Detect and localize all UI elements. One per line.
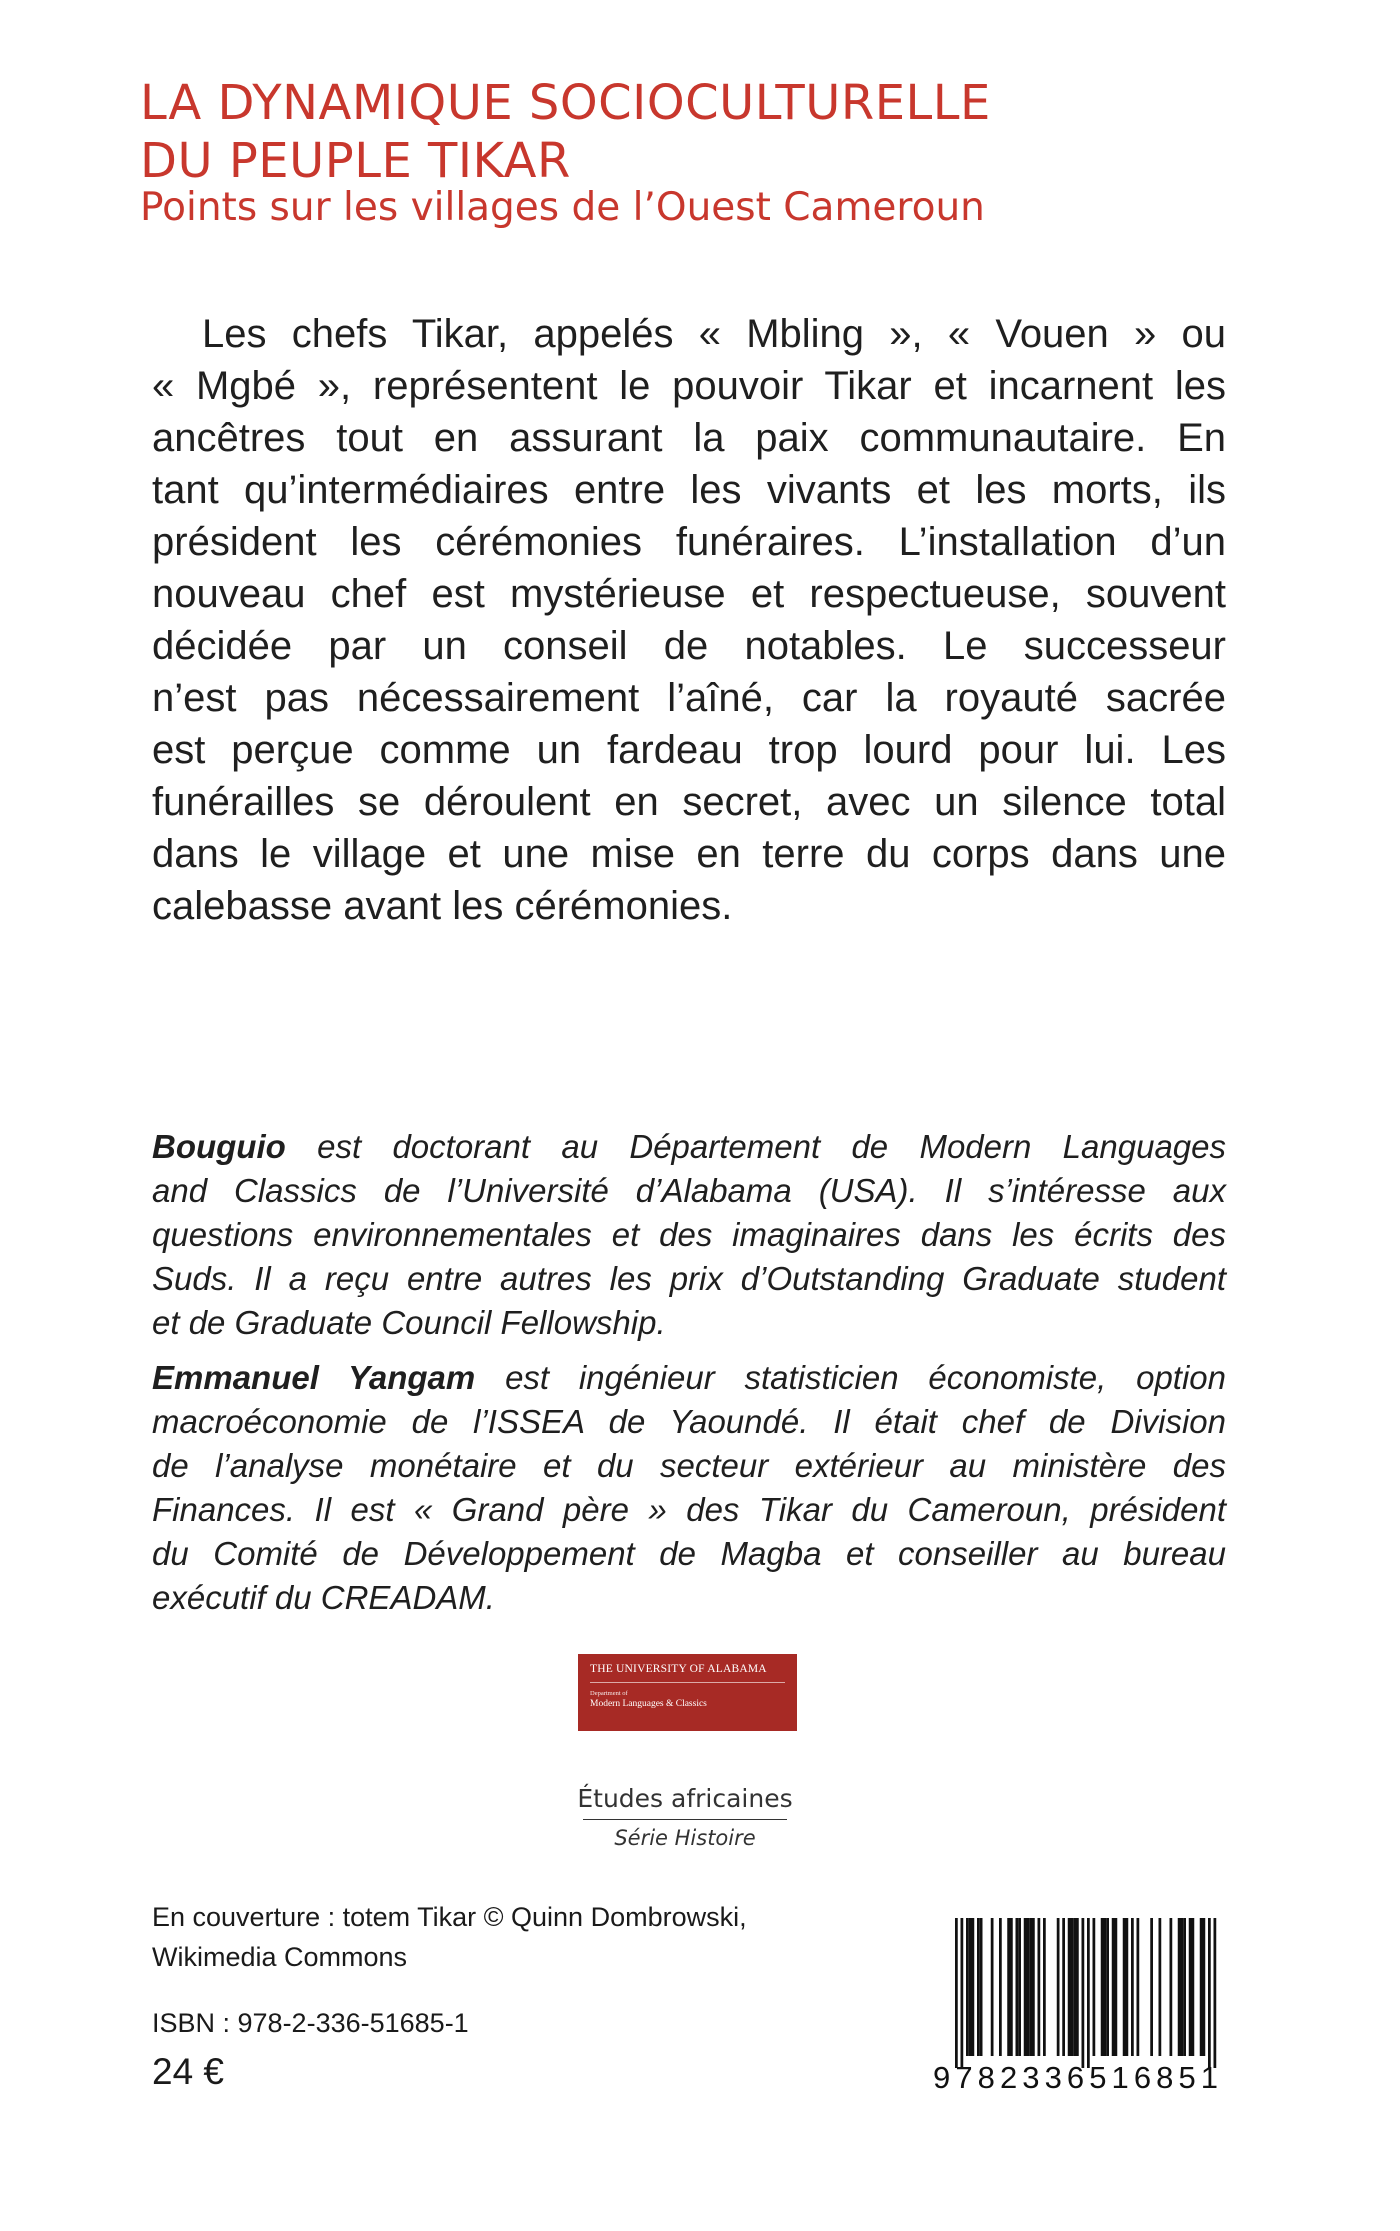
author-bio-yangam: [152, 1356, 1226, 1620]
barcode-bar: [1178, 1918, 1181, 2056]
bio-line: et de Graduate Council Fellowship.: [152, 1304, 666, 1341]
barcode-bar: [1068, 1918, 1071, 2056]
barcode-bar: [1087, 1918, 1090, 2068]
bio-text: est ingénieur statisticien économiste, option: [475, 1359, 1227, 1396]
bio-line: exécutif du CREADAM.: [152, 1579, 495, 1616]
barcode-bar: [1115, 1918, 1118, 2056]
cover-credit: [152, 1897, 747, 1977]
barcode-digit: 5: [1089, 2060, 1107, 2095]
logo-department-label: Department of: [590, 1690, 628, 1697]
barcode-bar: [972, 1918, 975, 2056]
book-title: [140, 74, 991, 190]
barcode-bar: [1038, 1918, 1041, 2056]
barcode-digits: [933, 2062, 1218, 2094]
bio-line: [152, 1125, 1226, 1169]
barcode-digit: 6: [1066, 2060, 1085, 2095]
summary-line: Les chefs Tikar, appelés « Mbling », « Vouen » ou: [202, 312, 1226, 356]
bio-line: questions environnementales et des imaginaires dans les écrits des: [152, 1216, 1226, 1253]
bio-line: Suds. Il a reçu entre autres les prix d’Outstanding Graduate student: [152, 1260, 1226, 1297]
bio-line: macroéconomie de l’ISSEA de Yaoundé. Il était chef de Division: [152, 1403, 1226, 1440]
barcode-digit: 5: [1178, 2060, 1196, 2095]
barcode-bar: [1189, 1918, 1192, 2056]
summary-line: ancêtres tout en assurant la paix communautaire. En: [152, 416, 1226, 460]
barcode-bar: [966, 1918, 969, 2056]
barcode-bar: [1181, 1918, 1184, 2056]
credit-line-1: En couverture : totem Tikar © Quinn Dombrowski,: [152, 1902, 747, 1932]
summary-line: « Mgbé », représentent le pouvoir Tikar et incarnent les: [152, 364, 1226, 408]
barcode-bar: [1106, 1918, 1109, 2056]
barcode-digit: 1: [1111, 2060, 1129, 2095]
barcode-bar: [1112, 1918, 1115, 2056]
summary-line: funérailles se déroulent en secret, avec un silence total: [152, 780, 1226, 824]
barcode-bar: [1150, 1918, 1153, 2056]
barcode-bar: [961, 1918, 964, 2068]
barcode-bar: [1131, 1918, 1134, 2056]
barcode-bar: [1024, 1918, 1027, 2056]
logo-divider: [590, 1682, 785, 1683]
bio-text: est doctorant au Département de Modern Languages: [285, 1128, 1226, 1165]
summary-paragraph: [152, 308, 1226, 932]
barcode-bar: [1057, 1918, 1060, 2056]
barcode-bar: [1016, 1918, 1019, 2056]
barcode-bar: [1170, 1918, 1173, 2056]
barcode-bar: [1071, 1918, 1074, 2056]
barcode: [933, 1918, 1218, 2094]
barcode-bar: [980, 1918, 983, 2056]
barcode-digit: 8: [977, 2060, 995, 2095]
bio-line: [152, 1356, 1226, 1400]
barcode-bar: [1214, 1918, 1217, 2068]
barcode-bar: [1104, 1918, 1107, 2056]
barcode-bar: [991, 1918, 994, 2056]
university-logo: [578, 1654, 797, 1731]
barcode-bar: [1027, 1918, 1030, 2056]
collection-name: Études africaines: [577, 1784, 793, 1813]
barcode-bar: [1032, 1918, 1035, 2056]
logo-university-name: THE UNIVERSITY OF ALABAMA: [590, 1663, 767, 1675]
barcode-bar: [999, 1918, 1002, 2056]
barcode-digit: 9: [933, 2060, 951, 2095]
summary-line: tant qu’intermédiaires entre les vivants et les morts, ils: [152, 468, 1226, 512]
barcode-bar: [1159, 1918, 1162, 2056]
barcode-digit: 2: [999, 2060, 1018, 2095]
credit-line-2: Wikimedia Commons: [152, 1942, 408, 1972]
barcode-bar: [1007, 1918, 1010, 2056]
author-name: Bouguio: [152, 1128, 286, 1165]
collection-series: Série Histoire: [614, 1826, 756, 1850]
barcode-bar: [1192, 1918, 1195, 2056]
collection-divider: [583, 1819, 787, 1820]
barcode-bar: [1123, 1918, 1126, 2056]
title-line-1: LA DYNAMIQUE SOCIOCULTURELLE: [140, 75, 991, 131]
barcode-bars: [933, 1918, 1218, 2068]
barcode-bar: [1076, 1918, 1079, 2056]
bio-line: du Comité de Développement de Magba et conseiller au bureau: [152, 1535, 1226, 1572]
collection-mark: [560, 1784, 810, 1850]
barcode-digit: 1: [1200, 2060, 1218, 2095]
summary-line: calebasse avant les cérémonies.: [152, 884, 733, 928]
barcode-digit: 3: [1044, 2060, 1062, 2095]
barcode-bar: [1208, 1918, 1211, 2068]
summary-line: président les cérémonies funéraires. L’installation d’un: [152, 520, 1226, 564]
author-bio-bouguio: [152, 1125, 1226, 1345]
barcode-bar: [955, 1918, 958, 2068]
barcode-digit: 8: [1156, 2060, 1174, 2095]
barcode-bar: [1200, 1918, 1203, 2056]
summary-line: dans le village et une mise en terre du corps dans une: [152, 832, 1226, 876]
barcode-digit: 7: [955, 2060, 973, 2095]
barcode-digit: 6: [1133, 2060, 1152, 2095]
barcode-bar: [1137, 1918, 1140, 2056]
barcode-digit: 3: [1022, 2060, 1040, 2095]
summary-line: décidée par un conseil de notables. Le successeur: [152, 624, 1226, 668]
book-subtitle: Points sur les villages de l’Ouest Cameroun: [140, 185, 985, 230]
barcode-bar: [1203, 1918, 1206, 2056]
barcode-bar: [1183, 1918, 1186, 2056]
barcode-bar: [1082, 1918, 1085, 2068]
logo-department-name: Modern Languages & Classics: [590, 1699, 707, 1709]
bio-line: Finances. Il est « Grand père » des Tikar du Cameroun, président: [152, 1491, 1226, 1528]
summary-line: est perçue comme un fardeau trop lourd pour lui. Les: [152, 728, 1226, 772]
bio-line: and Classics de l’Université d’Alabama (USA). Il s’intéresse aux: [152, 1172, 1226, 1209]
author-name: Emmanuel Yangam: [152, 1359, 476, 1396]
barcode-bar: [969, 1918, 972, 2056]
barcode-bar: [1101, 1918, 1104, 2056]
summary-line: n’est pas nécessairement l’aîné, car la royauté sacrée: [152, 676, 1226, 720]
barcode-bar: [1010, 1918, 1013, 2056]
barcode-bar: [1029, 1918, 1032, 2056]
barcode-bar: [1093, 1918, 1096, 2056]
price: 24 €: [152, 2051, 225, 2092]
title-line-2: DU PEUPLE TIKAR: [140, 133, 571, 189]
barcode-bar: [977, 1918, 980, 2056]
summary-line: nouveau chef est mystérieuse et respectueuse, souvent: [152, 572, 1226, 616]
isbn-number: ISBN : 978-2-336-51685-1: [152, 2008, 469, 2038]
barcode-bar: [1062, 1918, 1065, 2056]
bio-line: de l’analyse monétaire et du secteur extérieur au ministère des: [152, 1447, 1226, 1484]
barcode-bar: [1043, 1918, 1046, 2056]
barcode-bar: [1073, 1918, 1076, 2056]
barcode-bar: [1018, 1918, 1021, 2056]
barcode-bar: [1126, 1918, 1129, 2056]
